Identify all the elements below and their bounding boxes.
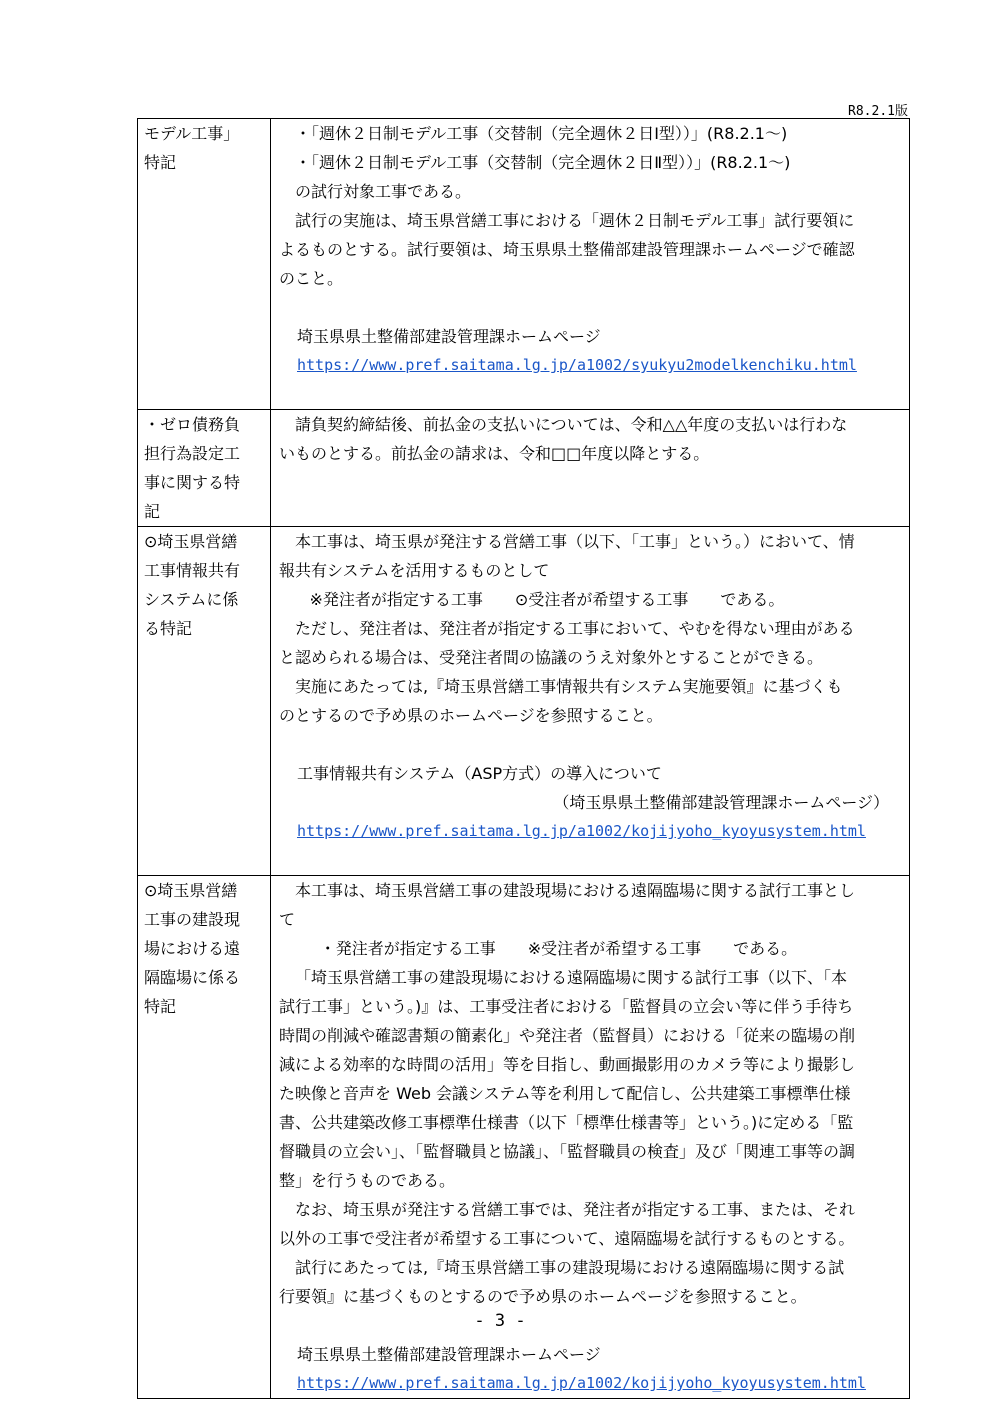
body-line: 「埼玉県営繕工事の建設現場における遠隔臨場に関する試行工事（以下、「本	[295, 968, 848, 987]
body-line: 以外の工事で受注者が希望する工事について、遠隔臨場を試行するものとする。	[279, 1229, 855, 1248]
body-line: ただし、発注者は、発注者が指定する工事において、やむを得ない理由がある	[295, 619, 855, 638]
body-line: （埼玉県県土整備部建設管理課ホームページ）	[553, 793, 889, 812]
heading-line: 記	[144, 502, 161, 521]
body-line: と認められる場合は、受発注者間の協議のうえ対象外とすることができる。	[279, 648, 824, 667]
body-line: 実施にあたっては,『埼玉県営繕工事情報共有システム実施要領』に基づくも	[295, 677, 843, 696]
heading-line: 場における遠	[144, 939, 241, 958]
body-line: た映像と音声を Web 会議システム等を利用して配信し、公共建築工事標準仕様	[279, 1084, 851, 1103]
url-link[interactable]: https://www.pref.saitama.lg.jp/a1002/kojijyoho_kyoyusystem.html	[297, 822, 866, 840]
body-line: 整」を行うものである。	[279, 1171, 456, 1190]
body-line: の試行対象工事である。	[295, 182, 472, 201]
body-line: 報共有システムを活用するものとして	[279, 561, 550, 580]
body-line: 試行工事」という。)』は、工事受注者における「監督員の立会い等に伴う手待ち	[279, 997, 854, 1016]
body-line: 工事情報共有システム（ASP方式）の導入について	[297, 764, 662, 783]
body-line: 埼玉県県土整備部建設管理課ホームページ	[297, 1345, 601, 1364]
model-work-row	[138, 119, 910, 410]
heading-line: 隔臨場に係る	[144, 968, 241, 987]
body-line: 書、公共建築改修工事標準仕様書（以下「標準仕様書等」という。)に定める「監	[279, 1113, 854, 1132]
zero-debt-row	[138, 410, 910, 527]
heading-line: 工事の建設現	[144, 910, 241, 929]
heading-line: システムに係	[144, 590, 239, 609]
row-heading	[138, 119, 271, 410]
heading-line: 事に関する特	[144, 473, 241, 492]
body-line: ・発注者が指定する工事 ※受注者が希望する工事 である。	[279, 939, 798, 958]
body-line: 試行の実施は、埼玉県営繕工事における「週休２日制モデル工事」試行要領に	[295, 211, 855, 230]
body-line: いものとする。前払金の請求は、令和□□年度以降とする。	[279, 444, 710, 463]
heading-line: ⊙埼玉県営繕	[144, 881, 238, 900]
body-line: 行要領』に基づくものとするので予め県のホームページを参照すること。	[279, 1287, 807, 1306]
version-label: R8.2.1版	[848, 104, 908, 119]
heading-line: 工事情報共有	[144, 561, 241, 580]
body-line: のとするので予め県のホームページを参照すること。	[279, 706, 663, 725]
row-body	[271, 527, 910, 876]
body-line: ・「週休２日制モデル工事（交替制（完全週休２日Ⅱ型））」(R8.2.1～)	[295, 153, 791, 172]
body-line: 減による効率的な時間の活用」等を目指し、動画撮影用のカメラ等により撮影し	[279, 1055, 856, 1074]
heading-line: ⊙埼玉県営繕	[144, 532, 238, 551]
url-link[interactable]: https://www.pref.saitama.lg.jp/a1002/syukyu2modelkenchiku.html	[297, 356, 857, 374]
heading-line: 担行為設定工	[144, 444, 241, 463]
heading-line: る特記	[144, 619, 193, 638]
body-line: ※発注者が指定する工事 ⊙受注者が希望する工事 である。	[279, 590, 785, 609]
body-line: のこと。	[279, 269, 344, 288]
body-line: ・「週休２日制モデル工事（交替制（完全週休２日Ⅰ型））」(R8.2.1～)	[295, 124, 788, 143]
body-line: て	[279, 910, 296, 929]
heading-line: モデル工事」	[144, 124, 240, 143]
blank-line	[279, 380, 903, 409]
body-line: なお、埼玉県が発注する営繕工事では、発注者が指定する工事、または、それ	[295, 1200, 856, 1219]
body-line: 督職員の立会い」、「監督職員と協議」、「監督職員の検査」及び「関連工事等の調	[279, 1142, 856, 1161]
body-line: 本工事は、埼玉県が発注する営繕工事（以下、「工事」という。）において、情	[295, 532, 855, 551]
page-number: - 3 -	[474, 1311, 526, 1331]
heading-line: ・ゼロ債務負	[144, 415, 241, 434]
heading-line: 特記	[144, 153, 177, 172]
body-line: 請負契約締結後、前払金の支払いについては、令和△△年度の支払いは行わな	[295, 415, 848, 434]
body-line: 時間の削減や確認書類の簡素化」や発注者（監督員）における「従来の臨場の削	[279, 1026, 856, 1045]
blank-line	[279, 730, 903, 759]
body-line: よるものとする。試行要領は、埼玉県県土整備部建設管理課ホームページで確認	[279, 240, 855, 259]
row-body	[271, 119, 910, 410]
blank-line	[279, 846, 903, 875]
body-line: 試行にあたっては,『埼玉県営繕工事の建設現場における遠隔臨場に関する試	[295, 1258, 845, 1277]
body-line: 埼玉県県土整備部建設管理課ホームページ	[297, 327, 601, 346]
info-sharing-row	[138, 527, 910, 876]
heading-line: 特記	[144, 997, 177, 1016]
url-link[interactable]: https://www.pref.saitama.lg.jp/a1002/kojijyoho_kyoyusystem.html	[297, 1374, 866, 1392]
row-heading	[138, 410, 271, 527]
row-heading	[138, 527, 271, 876]
blank-line	[279, 293, 903, 322]
spec-table	[137, 118, 910, 1399]
body-line: 本工事は、埼玉県営繕工事の建設現場における遠隔臨場に関する試行工事とし	[295, 881, 856, 900]
row-body	[271, 410, 910, 527]
